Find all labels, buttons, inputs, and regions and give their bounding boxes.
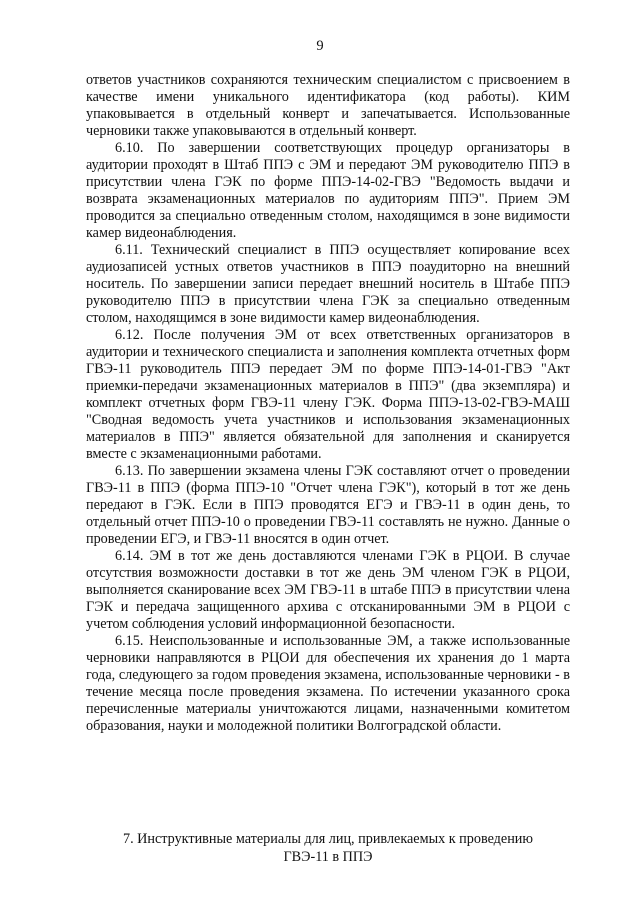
section-heading-line-1: 7. Инструктивные материалы для лиц, привлекаемых к проведению xyxy=(122,831,533,847)
paragraph-6-13: 6.13. По завершении экзамена члены ГЭК составляют отчет о проведении ГВЭ-11 в ППЭ (форма ППЭ-10 "Отчет члена ГЭК"), который в тот же день передают в ГЭК. Если в ППЭ проводятся ЕГЭ и ГВЭ-11 в один день, то отдельный отчет ППЭ-10 о проведении ГВЭ-11 составлять не нужно. Данные о проведении ЕГЭ, и ГВЭ-11 вносятся в один отчет. xyxy=(86,463,570,547)
paragraph-continuation: ответов участников сохраняются техническим специалистом с присвоением в качестве имени уникального идентификатора (код работы). КИМ упаковывается в отдельный конверт и запечатывается. Использованные черновики также упаковываются в отдельный конверт. xyxy=(86,72,570,139)
paragraph-6-11: 6.11. Технический специалист в ППЭ осуществляет копирование всех аудиозаписей устных ответов участников в ППЭ поаудиторно на внешний носитель. По завершении записи передает внешний носитель в Штабе ППЭ руководителю ППЭ в присутствии члена ГЭК за специально отведенным столом, находящимся в зоне видимости камер видеонаблюдения. xyxy=(86,242,570,326)
section-heading xyxy=(86,831,570,866)
paragraph-6-12: 6.12. После получения ЭМ от всех ответственных организаторов в аудитории и технического специалиста и заполнения комплекта отчетных форм ГВЭ-11 руководитель ППЭ передает ЭМ по форме ППЭ-14-01-ГВЭ "Акт приемки-передачи экзаменационных материалов в ППЭ" (два экземпляра) и комплект отчетных форм ГВЭ-11 члену ГЭК. Форма ППЭ-13-02-ГВЭ-МАШ "Сводная ведомость учета участников и использования экзаменационных материалов в ППЭ" является обязательной для заполнения и сканируется вместе с экзаменационными работами. xyxy=(86,327,570,462)
paragraph-6-14: 6.14. ЭМ в тот же день доставляются членами ГЭК в РЦОИ. В случае отсутствия возможности доставки в тот же день ЭМ членом ГЭК в РЦОИ, выполняется сканирование всех ЭМ ГВЭ-11 в штабе ППЭ в присутствии члена ГЭК и передача защищенного архива с отсканированными ЭМ в РЦОИ с учетом соблюдения условий информационной безопасности. xyxy=(86,548,570,632)
section-heading-line-2: ГВЭ-11 в ППЭ xyxy=(283,848,373,865)
paragraph-6-10: 6.10. По завершении соответствующих процедур организаторы в аудитории проходят в Штаб ППЭ с ЭМ и передают ЭМ руководителю ППЭ в присутствии члена ГЭК по форме ППЭ-14-02-ГВЭ "Ведомость выдачи и возврата экзаменационных материалов по аудиториям ППЭ". Прием ЭМ проводится за специально отведенным столом, находящимся в зоне видимости камер видеонаблюдения. xyxy=(86,140,570,241)
paragraph-6-15: 6.15. Неиспользованные и использованные ЭМ, а также использованные черновики направляются в РЦОИ для обеспечения их хранения до 1 марта года, следующего за годом проведения экзамена, использованные черновики - в течение месяца после проведения экзамена. По истечении указанного срока перечисленные материалы уничтожаются лицами, назначенными комитетом образования, науки и молодежной политики Волгоградской области. xyxy=(86,633,570,734)
document-body xyxy=(86,72,570,735)
page-number: 9 xyxy=(316,38,324,54)
